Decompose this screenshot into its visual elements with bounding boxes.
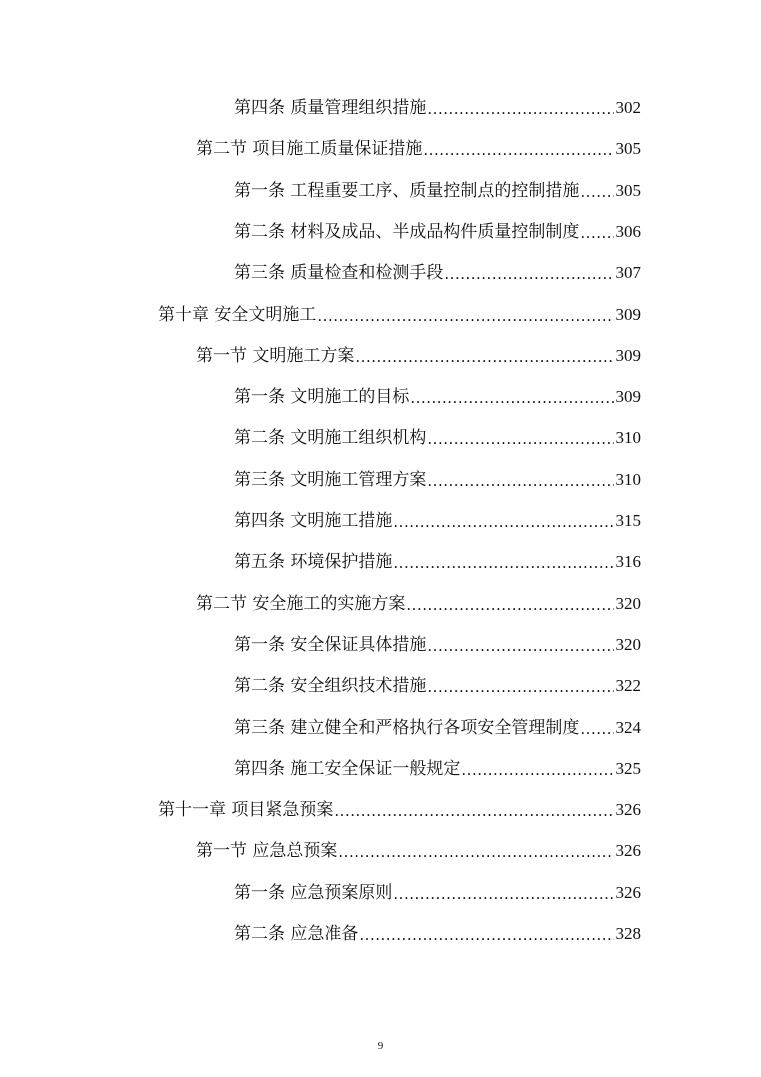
toc-leader-dots — [427, 98, 613, 118]
toc-leader-dots — [444, 263, 613, 283]
toc-entry-page: 320 — [615, 593, 641, 613]
toc-leader-dots — [580, 181, 613, 201]
toc-entry[interactable] — [196, 336, 641, 366]
toc-entry[interactable] — [158, 295, 641, 325]
toc-entry-page: 310 — [615, 469, 641, 489]
toc-leader-dots — [406, 594, 613, 614]
toc-entry-page: 307 — [615, 263, 641, 283]
toc-entry-title: 第三条 质量检查和检测手段 — [234, 263, 444, 284]
toc-entry-page: 326 — [615, 800, 641, 820]
toc-entry-title: 第二节 安全施工的实施方案 — [196, 593, 406, 614]
toc-entry-page: 326 — [615, 841, 641, 861]
toc-entry-title: 第一条 文明施工的目标 — [234, 387, 410, 408]
toc-entry[interactable] — [234, 708, 641, 738]
toc-entry[interactable] — [234, 460, 641, 490]
page-number: 9 — [377, 1040, 384, 1052]
toc-entry-title: 第一条 应急预案原则 — [234, 882, 393, 903]
toc-entry-page: 315 — [615, 511, 641, 530]
toc-leader-dots — [410, 387, 613, 407]
toc-entry-title: 第二条 材料及成品、半成品构件质量控制制度 — [234, 221, 580, 242]
toc-entry-page: 322 — [615, 676, 641, 696]
toc-entry[interactable] — [158, 790, 641, 820]
toc-entry[interactable] — [234, 171, 641, 201]
toc-leader-dots — [427, 676, 613, 696]
toc-leader-dots — [427, 428, 613, 448]
toc-entry-page: 306 — [615, 221, 641, 241]
toc-entry-page: 310 — [615, 428, 641, 448]
toc-entry[interactable] — [196, 584, 641, 614]
toc-entry-title: 第四条 质量管理组织措施 — [234, 98, 427, 118]
toc-entry[interactable] — [234, 501, 641, 531]
toc-leader-dots — [393, 883, 613, 903]
toc-entry-title: 第一条 安全保证具体措施 — [234, 634, 427, 655]
toc-entry[interactable] — [196, 831, 641, 861]
toc-entry-title: 第三条 文明施工管理方案 — [234, 469, 427, 490]
toc-entry[interactable] — [234, 749, 641, 779]
toc-entry-page: 305 — [615, 139, 641, 159]
toc-entry-title: 第三条 建立健全和严格执行各项安全管理制度 — [234, 717, 580, 738]
toc-entry-title: 第十一章 项目紧急预案 — [158, 800, 334, 821]
toc-leader-dots — [580, 718, 613, 738]
toc-entry-title: 第十章 安全文明施工 — [158, 304, 317, 325]
toc-entry-title: 第二条 文明施工组织机构 — [234, 428, 427, 449]
toc-entry-page: 320 — [615, 634, 641, 654]
toc-entry-page: 309 — [615, 345, 641, 365]
toc-entry[interactable] — [234, 377, 641, 407]
toc-leader-dots — [423, 139, 613, 159]
toc-entry[interactable] — [234, 542, 641, 572]
toc-entry-page: 328 — [615, 924, 641, 943]
toc-leader-dots — [427, 635, 613, 655]
toc-leader-dots — [359, 924, 613, 944]
toc-entry-page: 309 — [615, 387, 641, 407]
toc-entry-page: 326 — [615, 882, 641, 902]
toc-entry-title: 第二条 安全组织技术措施 — [234, 676, 427, 697]
toc-entry-title: 第四条 施工安全保证一般规定 — [234, 758, 461, 779]
toc-entry-page: 305 — [615, 180, 641, 200]
toc-leader-dots — [427, 470, 613, 490]
toc-entry-title: 第一条 工程重要工序、质量控制点的控制措施 — [234, 180, 580, 201]
toc-entry-page: 324 — [615, 717, 641, 737]
toc-entry[interactable] — [234, 625, 641, 655]
toc-entry-title: 第四条 文明施工措施 — [234, 511, 393, 531]
toc-entry-page: 309 — [615, 304, 641, 324]
toc-leader-dots — [355, 346, 613, 366]
toc-leader-dots — [393, 511, 613, 531]
toc-entry[interactable] — [234, 212, 641, 242]
toc-entry-title: 第一节 应急总预案 — [196, 841, 338, 862]
toc-entry[interactable] — [234, 418, 641, 448]
toc-leader-dots — [334, 800, 613, 820]
toc-entry[interactable] — [234, 88, 641, 118]
toc-leader-dots — [461, 759, 613, 779]
toc-entry-title: 第一节 文明施工方案 — [196, 345, 355, 366]
toc-entry[interactable] — [234, 666, 641, 696]
toc-entry[interactable] — [196, 129, 641, 159]
toc-entry-title: 第五条 环境保护措施 — [234, 552, 393, 573]
toc-leader-dots — [338, 841, 613, 861]
toc-entry-page: 325 — [615, 758, 641, 778]
toc-entry-title: 第二条 应急准备 — [234, 924, 359, 944]
toc-entry-page: 316 — [615, 552, 641, 572]
toc-entry[interactable] — [234, 873, 641, 903]
toc-leader-dots — [393, 552, 613, 572]
toc-entry-title: 第二节 项目施工质量保证措施 — [196, 139, 423, 160]
toc-entry[interactable] — [234, 253, 641, 283]
toc-entry-page: 302 — [615, 98, 641, 117]
toc-leader-dots — [317, 305, 613, 325]
toc-entry[interactable] — [234, 914, 641, 944]
toc-leader-dots — [580, 222, 613, 242]
